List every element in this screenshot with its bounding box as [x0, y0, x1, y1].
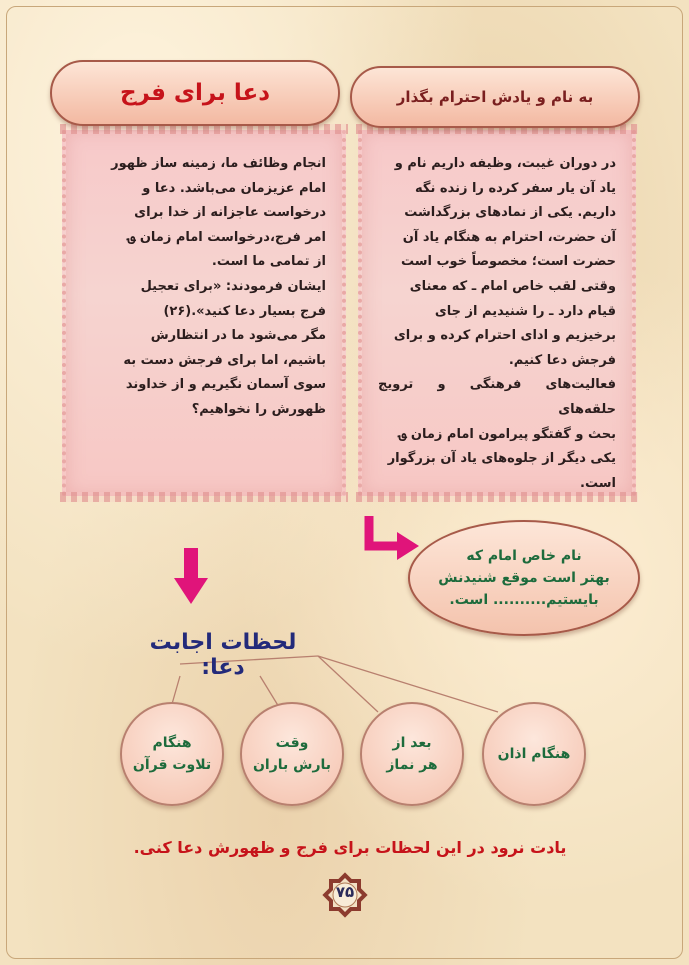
moment-label: بارش باران [252, 757, 332, 773]
moment-label: هر نماز [386, 757, 438, 773]
right-section-title: به نام و یادش احترام بگذار [350, 66, 640, 128]
text-line: آن حضرت، احترام به هنگام یاد آن [402, 229, 616, 245]
text-line: فعالیت‌های فرهنگی و ترویج حلقه‌های [378, 377, 616, 417]
moment-circle [240, 702, 344, 806]
text-line: قیام دارد ـ را شنیدیم از جای [434, 303, 616, 319]
text-line: باشیم، اما برای فرجش دست به [123, 352, 326, 368]
text-line: درخواست عاجزانه از خدا برای [134, 205, 326, 221]
moment-label: هنگام اذان [497, 746, 571, 762]
text-line: است. [580, 475, 616, 491]
text-line: سوی آسمان نگیریم و از خداوند [125, 377, 326, 393]
moment-label: وقت [275, 735, 309, 751]
text-line: فرجش دعا کنیم. [508, 352, 616, 368]
note-line: بایستیم.......... است. [449, 592, 599, 608]
text-line: انجام وظائف ما، زمینه ساز ظهور [111, 156, 326, 171]
note-line: بهتر است موقع شنیدنش [438, 570, 610, 586]
left-section-title: دعا برای فرج [50, 60, 340, 126]
prayer-moments-title: لحظات اجابت دعا: [149, 630, 297, 680]
text-line: مگر می‌شود ما در انتظارش [150, 328, 326, 344]
text-line: امر فرج،درخواست امام زمان ؈ [127, 229, 326, 245]
text-line: حضرت است؛ مخصوصاً خوب است [400, 254, 616, 270]
text-line: داریم. یکی از نمادهای بزرگداشت [404, 205, 616, 221]
moment-label: تلاوت قرآن [132, 757, 212, 773]
text-line: ظهورش را نخواهیم؟ [191, 401, 326, 417]
moment-label: هنگام [152, 735, 192, 751]
text-line: بحث و گفتگو پیرامون امام زمان ؈ [398, 426, 616, 442]
moment-circle [120, 702, 224, 806]
text-line: برخیزیم و ادای احترام کرده و برای [393, 328, 616, 344]
moment-circle [482, 702, 586, 806]
note-line: نام خاص امام که [466, 548, 582, 564]
text-line: از تمامی ما است. [211, 254, 326, 270]
reminder-text: یادت نرود در این لحظات برای فرج و ظهورش دعا کنی. [133, 838, 567, 857]
text-line: یاد آن یار سفر کرده را زنده نگه [415, 180, 616, 196]
text-line: در دوران غیبت، وظیفه داریم نام و [394, 156, 616, 171]
text-line: فرج بسیار دعا کنید».(۲۶) [163, 303, 326, 319]
page-number: ۷۵ [335, 883, 355, 901]
text-line: امام عزیزمان می‌باشد. دعا و [142, 180, 326, 196]
text-line: وقتی لقب خاص امام ـ که معنای [409, 278, 616, 294]
text-line: یکی دیگر از جلوه‌های یاد آن بزرگوار [387, 451, 616, 467]
text-line: ایشان فرمودند: «برای تعجیل [140, 278, 326, 294]
moment-circle [360, 702, 464, 806]
moment-label: بعد از [392, 735, 432, 751]
